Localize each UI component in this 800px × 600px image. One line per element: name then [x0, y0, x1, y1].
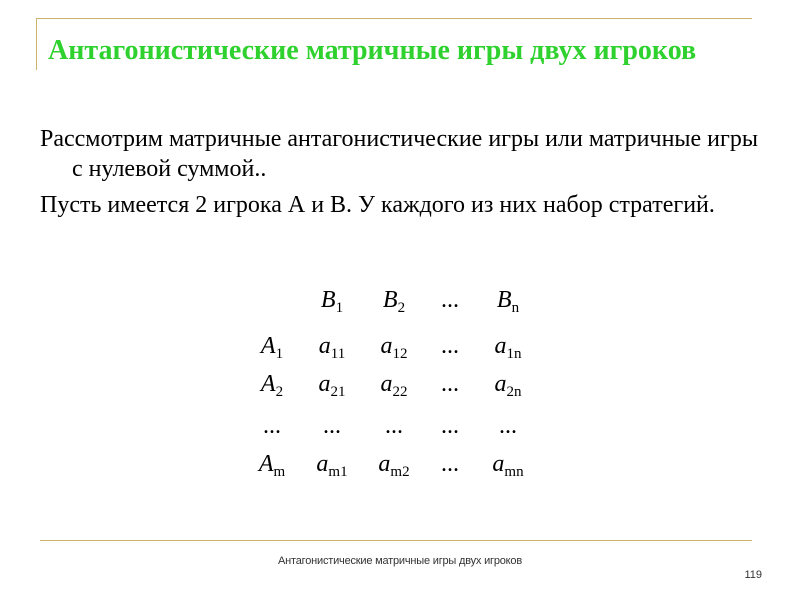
- matrix-cell-subscript: 12: [392, 346, 408, 362]
- matrix-cell: [319, 372, 346, 399]
- matrix-cell-subscript: 22: [392, 384, 408, 400]
- matrix-cell-base: A: [260, 333, 276, 359]
- slide-body: [40, 124, 760, 226]
- matrix-cell: [441, 414, 459, 438]
- matrix-header-cell-subscript: n: [511, 300, 520, 316]
- matrix-cell: [261, 334, 283, 361]
- matrix-header-cell-subscript: 1: [335, 300, 344, 316]
- matrix-cell-base: a: [494, 371, 507, 397]
- matrix-header-cell-subscript: 2: [397, 300, 406, 316]
- matrix-cell: [259, 452, 285, 479]
- matrix-cell-subscript: mn: [504, 464, 524, 480]
- matrix-cell-base: ...: [263, 413, 281, 439]
- matrix-header-cell: [321, 288, 343, 315]
- matrix-cell-base: a: [380, 371, 393, 397]
- footer-rule: [40, 540, 752, 541]
- matrix-cell-base: ...: [385, 413, 403, 439]
- matrix-cell-base: ...: [441, 451, 459, 477]
- matrix-cell: [319, 334, 345, 361]
- matrix-cell-base: a: [380, 333, 393, 359]
- paragraph-players-strategies: Пусть имеется 2 игрока А и В. У каждого из них набор стратегий.: [40, 192, 715, 218]
- matrix-cell-subscript: m: [273, 464, 286, 480]
- matrix-cell-base: a: [492, 451, 505, 477]
- matrix-cell: [261, 372, 283, 399]
- matrix-header-cell: [497, 288, 519, 315]
- matrix-cell-base: ...: [499, 413, 517, 439]
- matrix-cell-subscript: 1: [275, 346, 284, 362]
- matrix-cell: [441, 372, 459, 396]
- matrix-cell-base: a: [316, 451, 329, 477]
- matrix-cell: [441, 334, 459, 358]
- matrix-cell: [495, 334, 522, 361]
- matrix-cell-base: a: [494, 333, 507, 359]
- slide-title: Антагонистические матричные игры двух игроков: [48, 35, 697, 66]
- title-frame-horizontal: [36, 18, 752, 19]
- paragraph-matrix-games: Рассмотрим матричные антагонистические игры или матричные игры с нулевой суммой..: [40, 126, 758, 182]
- matrix-cell-subscript: m1: [328, 464, 348, 480]
- matrix-cell-subscript: 21: [330, 384, 346, 400]
- matrix-cell-base: A: [260, 371, 276, 397]
- matrix-cell: [441, 452, 459, 476]
- matrix-header-cell: [441, 288, 459, 312]
- matrix-header-cell-base: B: [320, 287, 336, 313]
- matrix-cell-base: ...: [441, 333, 459, 359]
- matrix-cell-subscript: m2: [390, 464, 410, 480]
- footer-title: Антагонистические матричные игры двух игроков: [278, 555, 522, 567]
- matrix-cell-base: ...: [441, 413, 459, 439]
- matrix-cell-subscript: 2n: [506, 384, 522, 400]
- matrix-header-cell: [383, 288, 405, 315]
- matrix-cell-base: ...: [323, 413, 341, 439]
- matrix-cell-base: a: [318, 333, 331, 359]
- matrix-cell: [381, 372, 408, 399]
- matrix-cell-base: a: [378, 451, 391, 477]
- matrix-header-cell-base: ...: [441, 287, 459, 313]
- matrix-cell-subscript: 1n: [506, 346, 522, 362]
- matrix-cell: [323, 414, 341, 438]
- matrix-cell-subscript: 2: [275, 384, 284, 400]
- matrix-cell: [378, 452, 409, 479]
- matrix-cell: [492, 452, 523, 479]
- page-number: 119: [744, 569, 762, 581]
- matrix-cell: [316, 452, 347, 479]
- matrix-header-cell-base: B: [382, 287, 398, 313]
- matrix-cell-base: A: [258, 451, 274, 477]
- matrix-cell: [495, 372, 522, 399]
- title-frame-vertical: [36, 18, 37, 70]
- matrix-cell-base: a: [318, 371, 331, 397]
- matrix-cell-base: ...: [441, 371, 459, 397]
- matrix-cell-subscript: 11: [330, 346, 346, 362]
- matrix-cell: [499, 414, 517, 438]
- matrix-cell: [263, 414, 281, 438]
- matrix-cell: [381, 334, 408, 361]
- matrix-cell: [385, 414, 403, 438]
- matrix-header-cell-base: B: [496, 287, 512, 313]
